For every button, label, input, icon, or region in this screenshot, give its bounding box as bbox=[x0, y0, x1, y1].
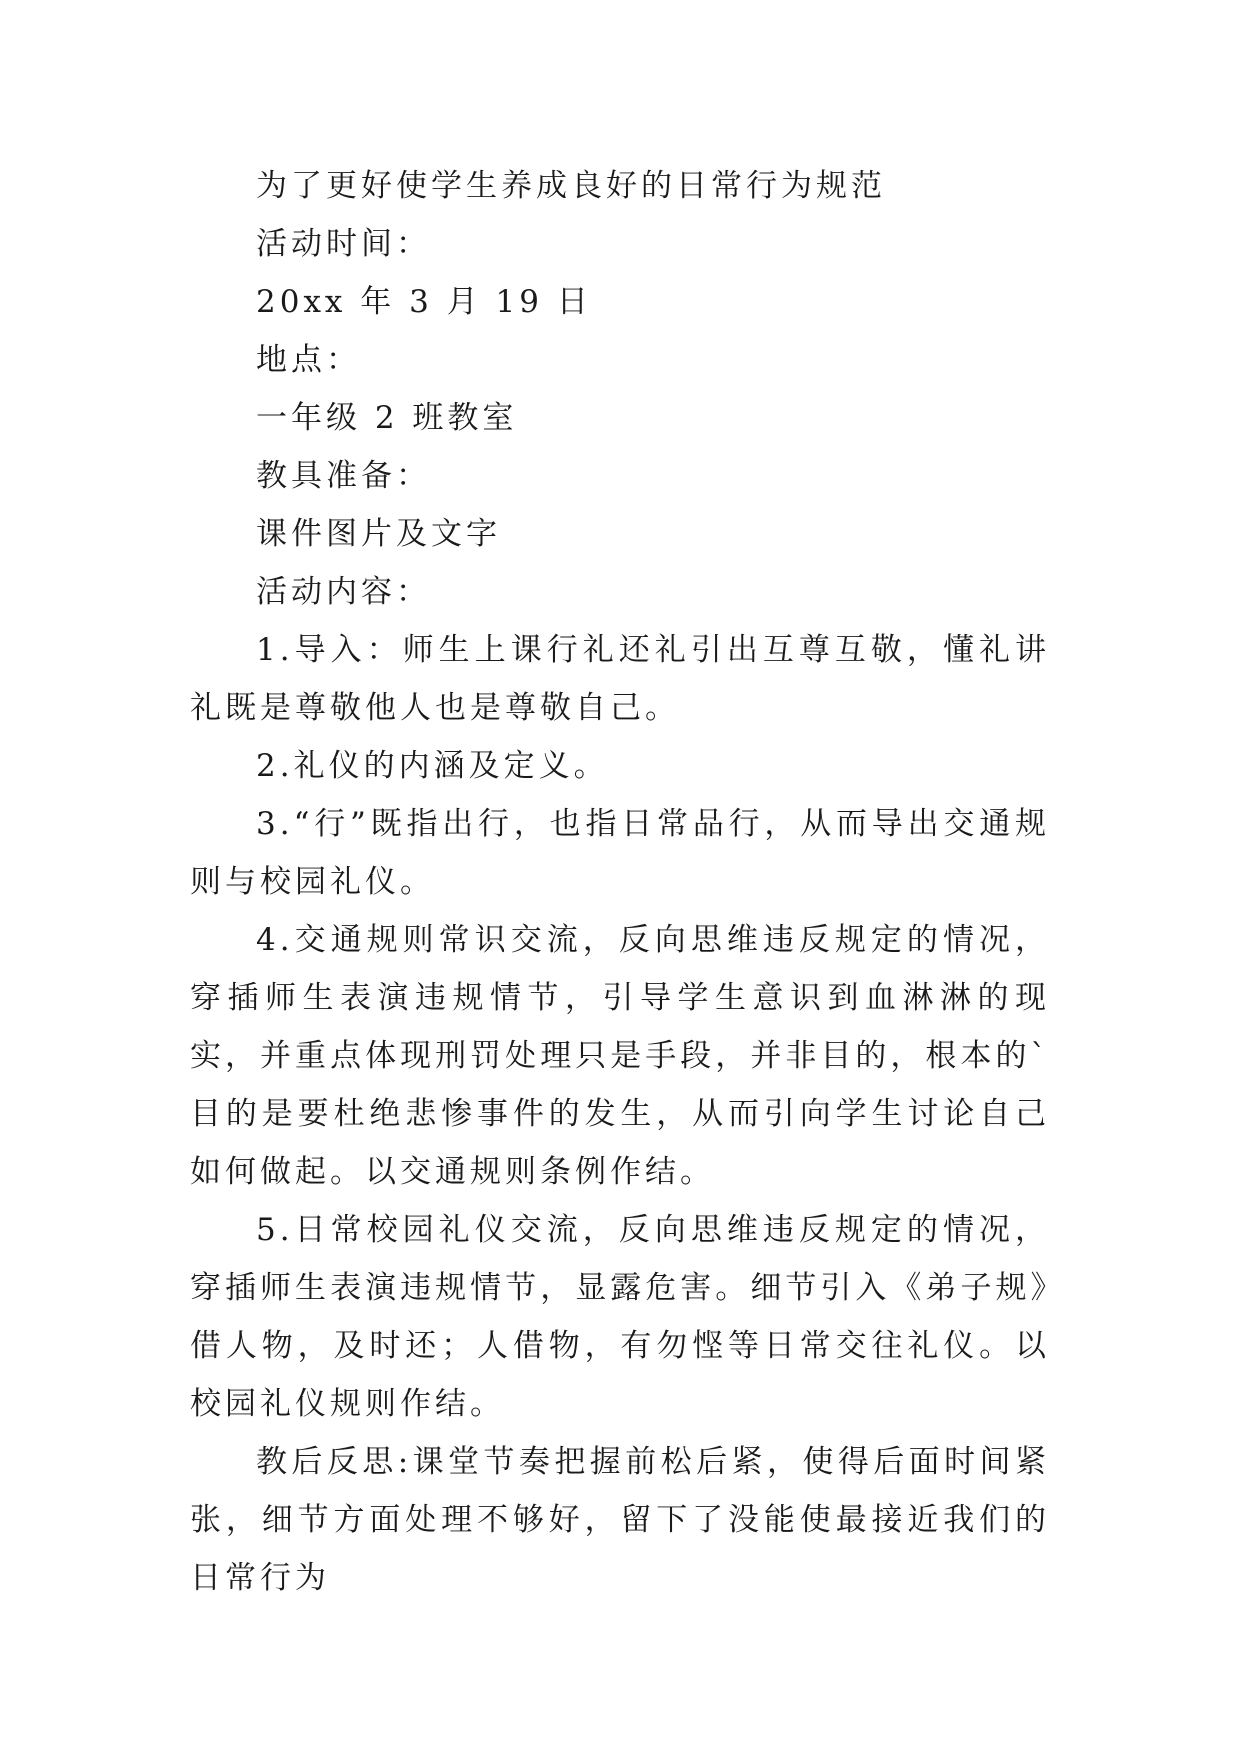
activity-time-label: 活动时间： bbox=[256, 226, 431, 262]
materials-label: 教具准备： bbox=[256, 458, 431, 494]
reflection-paragraph: 教后反思:课堂节奏把握前松后紧，使得后面时间紧张，细节方面处理不够好，留下了没能使最接近我们的日常行为 bbox=[190, 1444, 1050, 1596]
location-value: 一年级 2 班教室 bbox=[256, 400, 518, 436]
activity-date: 20xx 年 3 月 19 日 bbox=[256, 284, 592, 320]
content-item-2: 2.礼仪的内涵及定义。 bbox=[256, 748, 609, 784]
content-item-1: 1.导入：师生上课行礼还礼引出互尊互敬，懂礼讲礼既是尊敬他人也是尊敬自己。 bbox=[190, 632, 1050, 726]
document-body bbox=[190, 157, 1050, 1607]
intro-line: 为了更好使学生养成良好的日常行为规范 bbox=[256, 168, 886, 204]
content-item-3: 3.“行”既指出行，也指日常品行，从而导出交通规则与校园礼仪。 bbox=[190, 806, 1050, 900]
content-item-4: 4.交通规则常识交流，反向思维违反规定的情况，穿插师生表演违规情节，引导学生意识到血淋淋的现实，并重点体现刑罚处理只是手段，并非目的，根本的`目的是要杜绝悲惨事件的发生，从而引向学生讨论自己如何做起。以交通规则条例作结。 bbox=[190, 922, 1050, 1190]
location-label: 地点： bbox=[256, 342, 361, 378]
materials-value: 课件图片及文字 bbox=[256, 516, 501, 552]
content-item-5: 5.日常校园礼仪交流，反向思维违反规定的情况，穿插师生表演违规情节，显露危害。细节引入《弟子规》借人物，及时还；人借物，有勿悭等日常交往礼仪。以校园礼仪规则作结。 bbox=[190, 1212, 1050, 1422]
content-label: 活动内容： bbox=[256, 574, 431, 610]
